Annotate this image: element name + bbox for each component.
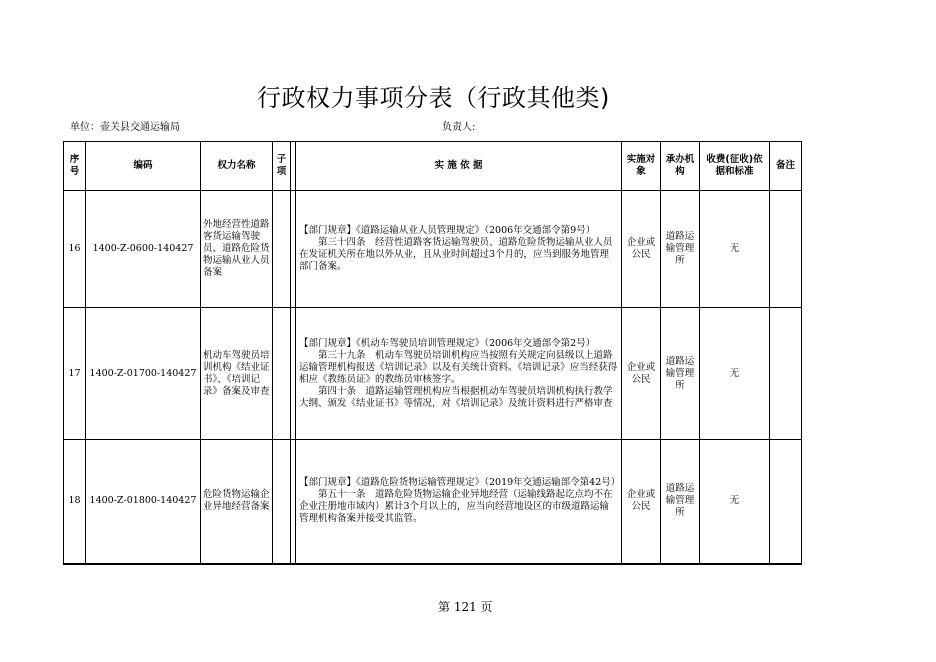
header-org: 承办机构 [661,142,700,191]
header-seq: 序号 [64,142,86,191]
table-row [64,440,802,564]
row-code: 1400-Z-01800-140427 [86,440,201,564]
row-code: 1400-Z-01700-140427 [86,308,201,440]
row-target: 企业或公民 [622,308,661,440]
responsible-label: 负责人: [442,122,476,133]
table-header-row [64,142,802,191]
row-name: 外地经营性道路客货运输驾驶员、道路危险货物运输从业人员备案 [201,191,273,308]
row-sub [273,191,291,308]
header-name: 权力名称 [201,142,273,191]
row-code: 1400-Z-0600-140427 [86,191,201,308]
row-target: 企业或公民 [622,440,661,564]
basis-article: 第四十条 道路运输管理机构应当根据机动车驾驶员培训机构执行教学大纲、颁发《结业证书》等情况，对《培训记录》及统计资料进行严格审查 [299,385,613,409]
header-basis: 实 施 依 据 [296,142,622,191]
basis-heading: 【部门规章】《道路运输从业人员管理规定》（2006年交通部令第9号） [299,225,596,236]
row-sub [273,308,291,440]
row-org: 道路运输管理所 [661,440,700,564]
basis-heading: 【部门规章】《道路危险货物运输管理规定》（2019年交通运输部令第42号） [299,477,621,489]
row-seq: 17 [64,308,86,440]
row-seq: 18 [64,440,86,564]
row-sub [273,440,291,564]
page-number: 第 121 页 [438,600,493,614]
row-seq: 16 [64,191,86,308]
header-sub: 子项 [273,142,291,191]
header-target: 实施对象 [622,142,661,191]
row-note [770,191,802,308]
row-basis [296,308,622,440]
power-items-table [63,141,802,565]
row-target: 企业或公民 [622,191,661,308]
row-note [770,308,802,440]
row-org: 道路运输管理所 [661,191,700,308]
row-basis [296,191,622,308]
basis-article: 第三十九条 机动车驾驶员培训机构应当按照有关规定向县级以上道路运输管理机构报送《培训记录》以及有关统计资料。《培训记录》应当经获得相应《教练员证》的教练员审核签字。 [299,349,618,385]
row-org: 道路运输管理所 [661,308,700,440]
row-name: 机动车驾驶员培训机构《结业证书》、《培训记录》备案及审查 [201,308,273,440]
header-note: 备注 [770,142,802,191]
basis-article: 第三十四条 经营性道路客货运输驾驶员、道路危险货物运输从业人员在发证机关所在地以外从业，且从业时间超过3个月的，应当到服务地管理部门备案。 [299,237,613,272]
row-note [770,440,802,564]
basis-article: 第五十一条 道路危险货物运输企业异地经营（运输线路起讫点均不在企业注册地市域内）累计3个月以上的，应当向经营地设区的市级道路运输管理机构备案并接受其监管。 [299,489,613,525]
header-code: 编码 [86,142,201,191]
row-fee: 无 [700,440,770,564]
row-name: 危险货物运输企业异地经营备案 [201,440,273,564]
row-fee: 无 [700,191,770,308]
header-fee: 收费(征收)依据和标准 [700,142,770,191]
page-title: 行政权力事项分表（行政其他类) [257,84,610,112]
table-row [64,308,802,440]
unit-label: 单位：壶关县交通运输局 [70,122,180,133]
row-basis [296,440,622,564]
table-row [64,191,802,308]
basis-heading: 【部门规章】《机动车驾驶员培训管理规定》（2006年交通部令第2号） [299,337,596,349]
row-fee: 无 [700,308,770,440]
